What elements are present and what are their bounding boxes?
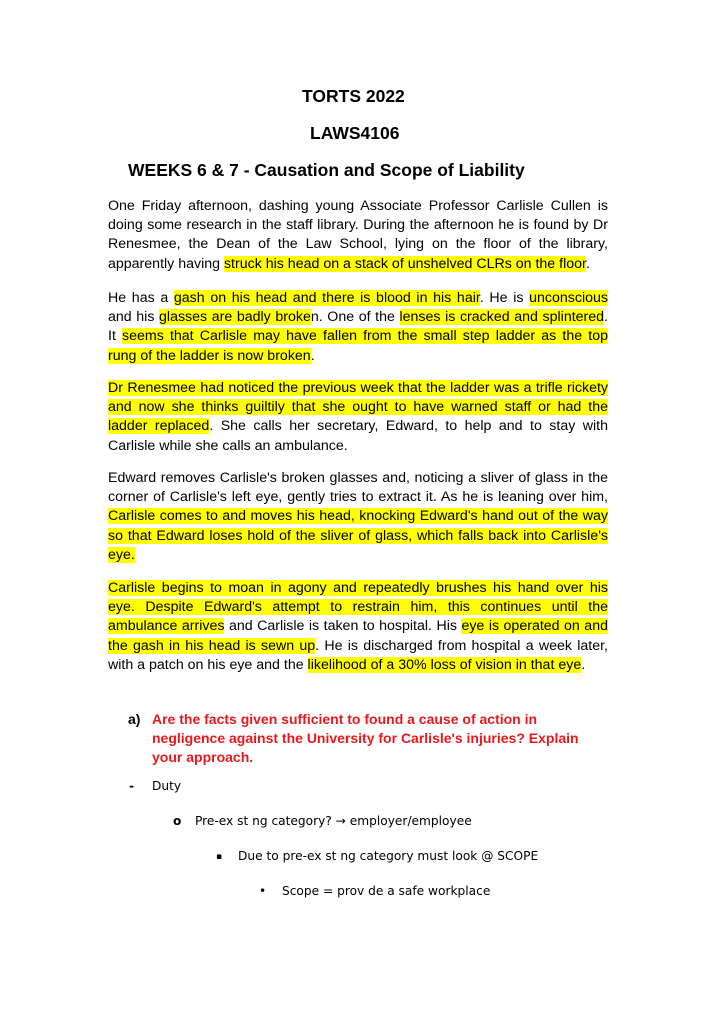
highlighted-text: lenses is cracked and splintered	[399, 309, 605, 326]
question-letter: a)	[128, 711, 141, 727]
text-run: and his	[108, 309, 160, 326]
highlighted-text: struck his head on a stack of unshelved CLRs on the floor	[223, 255, 586, 272]
highlighted-text: Carlisle begins to moan in agony and repeatedly brushes his hand over his eye. Despite Edward's attempt to restrain him, this continues until the ambulance arrives	[108, 580, 608, 635]
text-run: He has a	[108, 290, 174, 306]
note-line-1: Duty	[152, 779, 182, 793]
highlighted-text: glasses are badly broke	[159, 309, 311, 326]
text-run: One Friday afternoon, dashing young Associate Professor Carlisle Cullen is doing some research in the staff library. During the afternoon he is found by Dr Renesmee, the Dean of the Law School, lying on the floor of the library, apparently having	[108, 198, 608, 272]
text-run: n. One of the	[310, 309, 400, 326]
note-line-2: Pre-ex st ng category? → employer/employee	[195, 814, 472, 828]
text-run: . He is discharged from hospital a week later, with a patch on his eye and the	[108, 637, 608, 673]
text-run: . It	[108, 309, 608, 345]
paragraph-4	[108, 469, 608, 565]
question-text: Are the facts given sufficient to found a cause of action in negligence against the University for Carlisle's injuries? Explain your approach.	[152, 711, 579, 766]
text-run: . She calls her secretary, Edward, to help and to stay with Carlisle while she calls an ambulance.	[108, 418, 608, 454]
text-run: Edward removes Carlisle's broken glasses and, noticing a sliver of glass in the corner of Carlisle's left eye, gently tries to extract it. As he is leaning over him,	[108, 470, 608, 506]
highlighted-text: Carlisle comes to and moves his head, knocking Edward's hand out of the way so that Edward loses hold of the sliver of glass, which falls back into Carlisle's eye.	[108, 508, 608, 563]
course-title: TORTS 2022	[302, 86, 405, 106]
highlighted-text: seems that Carlisle may have fallen from the small step ladder as the top rung of the ladder is now broken	[108, 328, 608, 364]
text-run: . He is	[479, 290, 530, 306]
highlighted-text: likelihood of a 30% loss of vision in that eye	[307, 656, 582, 673]
dot-bullet: •	[259, 884, 267, 898]
dash-bullet: -	[129, 779, 135, 793]
text-run: .	[581, 656, 586, 673]
note-line-4: Scope = prov de a safe workplace	[282, 884, 491, 898]
highlighted-text: unconscious	[529, 290, 609, 306]
text-run: and Carlisle is taken to hospital. His	[224, 618, 462, 635]
highlighted-text: eye is operated on and the gash in his head is sewn up	[108, 618, 608, 654]
paragraph-1	[108, 197, 608, 274]
paragraph-3	[108, 379, 608, 456]
topic-heading: WEEKS 6 & 7 - Causation and Scope of Liability	[128, 160, 525, 180]
note-line-3: Due to pre-ex st ng category must look @ SCOPE	[238, 849, 539, 863]
text-run: .	[310, 347, 315, 364]
highlighted-text: gash on his head and there is blood in his hair	[173, 290, 480, 306]
text-run: .	[585, 255, 590, 272]
paragraph-2	[108, 289, 608, 366]
course-code: LAWS4106	[310, 123, 400, 143]
paragraph-5	[108, 579, 608, 675]
circle-bullet: o	[173, 814, 182, 828]
highlighted-text: Dr Renesmee had noticed the previous week that the ladder was a trifle rickety and now she thinks guiltily that she ought to have warned staff or had the ladder replaced	[108, 380, 608, 435]
square-bullet: ▪	[216, 852, 223, 862]
